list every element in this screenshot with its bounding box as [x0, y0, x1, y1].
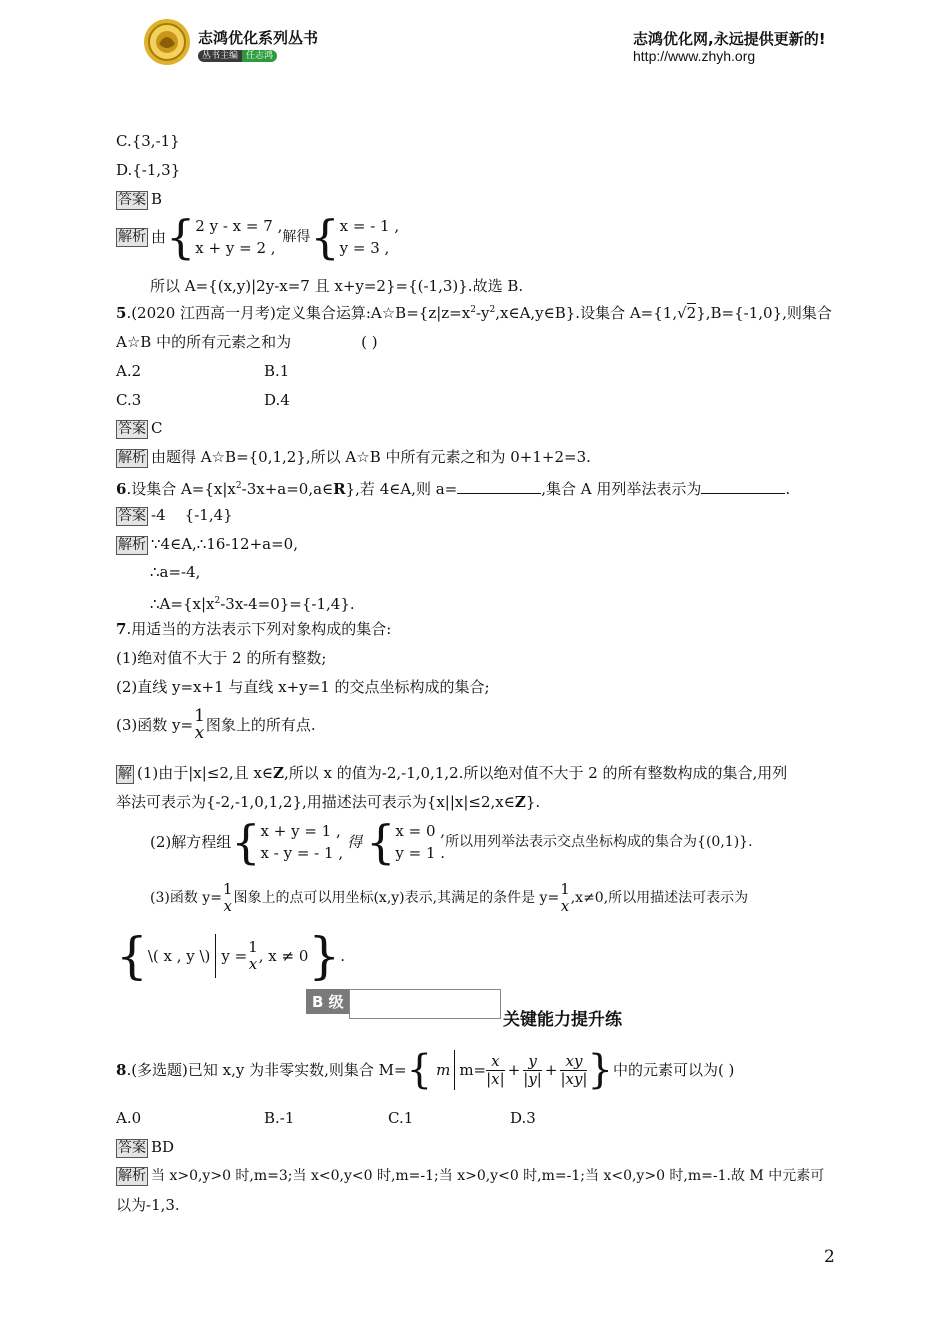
q6-stem-part: -3x+a=0,a∈ [241, 480, 334, 498]
editor-badge [198, 48, 277, 61]
q8-answer-value: BD [151, 1138, 175, 1156]
q4-answer [116, 189, 162, 210]
section-b-box [349, 989, 501, 1019]
fraction [247, 939, 259, 973]
q5-option-d: D.4 [264, 391, 290, 409]
q7-solution-part: 图象上的点可以用坐标(x,y)表示,其满足的条件是 y= [233, 890, 560, 906]
q5-stem-part: ,x∈A,y∈B}.设集合 A={1, [495, 304, 678, 322]
fraction-denominator: x [194, 723, 205, 743]
fraction-denominator: x [560, 897, 570, 915]
q4-analysis-mid: 解得 [282, 229, 311, 245]
editor-name: 任志鸿 [242, 50, 277, 62]
analysis-tag: 解析 [118, 537, 146, 553]
q5-answer-value: C [151, 419, 163, 437]
q5-option-b: B.1 [264, 362, 290, 380]
q8-number: 8 [116, 1061, 127, 1079]
q7-system-2 [395, 820, 445, 864]
section-b-header [306, 989, 350, 1014]
sys-row: x + y = 2 , [195, 239, 276, 257]
q6-analysis-text: ∵4∈A,∴16-12+a=0, [151, 535, 298, 553]
set-condition: y = [221, 947, 248, 965]
q8-stem-part: .(多选题)已知 x,y 为非零实数,则集合 M= [126, 1061, 407, 1079]
q5-stem-part: .(2020 江西高一月考)定义集合运算:A☆B={z|z=x [126, 304, 471, 322]
answer-tag: 答案 [118, 508, 146, 524]
divider-bar-icon [454, 1050, 455, 1090]
q6-stem-part: .设集合 A={x|x [126, 480, 236, 498]
brace-icon: { [231, 815, 261, 869]
brace-icon: { [310, 210, 340, 264]
analysis-tag: 解析 [118, 228, 146, 245]
fraction-denominator: x [223, 897, 232, 915]
q8-stem [116, 1047, 735, 1093]
fraction [559, 881, 571, 915]
q8-analysis-text: 当 x>0,y>0 时,m=3;当 x<0,y<0 时,m=-1;当 x>0,y<0 时,m=-1;当 x<0,y>0 时,m=-1.故 M 中元素可 [151, 1168, 825, 1184]
q7-solution-part: Z [273, 764, 284, 782]
fraction-denominator: |y| [523, 1069, 542, 1088]
q7-part3-text: (3)函数 y= [116, 716, 194, 734]
q6-blank-2[interactable] [701, 479, 785, 494]
q6-analysis-2: ∴a=-4, [150, 563, 201, 581]
q5-paren: ( ) [361, 333, 378, 351]
section-b-title: 关键能力提升练 [503, 1010, 622, 1030]
q8-stem-part: 中的元素可以为( ) [612, 1061, 735, 1079]
editor-label: 丛书主编 [198, 50, 242, 62]
fraction-denominator: |x| [486, 1069, 505, 1088]
q6-stem [116, 476, 790, 499]
q7-solution-part: }. [525, 793, 541, 811]
q5-stem-line2 [116, 332, 378, 352]
sys-row: x = - 1 , [339, 217, 400, 235]
sys-row: y = 3 , [339, 239, 390, 257]
q7-number: 7 [116, 620, 127, 638]
superscript: 2 [489, 305, 496, 315]
q7-system-1 [261, 820, 344, 864]
fraction-numerator: 1 [560, 880, 570, 898]
fraction-numerator: y [523, 1053, 542, 1071]
q5-stem-part: -y [475, 304, 490, 322]
q8-option-a: A.0 [116, 1109, 142, 1127]
fraction-denominator: |xy| [560, 1069, 588, 1088]
sys-row: x + y = 1 , [260, 822, 341, 840]
q4-answer-value: B [151, 190, 163, 208]
q7-part2: (2)直线 y=x+1 与直线 x+y=1 的交点坐标构成的集合; [116, 678, 490, 696]
section-level-badge: B 级 [306, 989, 350, 1014]
set-condition: m= [459, 1061, 487, 1079]
q7-solution-1a [116, 763, 787, 784]
superscript: 2 [470, 305, 476, 315]
q7-solution-part: 所以用列举法表示交点坐标构成的集合为{(0,1)}. [445, 834, 753, 850]
q4-system-2 [340, 215, 399, 259]
analysis-tag: 解析 [118, 450, 146, 466]
series-logo-icon [143, 18, 191, 66]
answer-tag: 答案 [118, 192, 146, 208]
q4-system-1 [195, 215, 282, 259]
fraction [193, 708, 206, 742]
q8-analysis-1 [116, 1166, 824, 1186]
q5-analysis-text: 由题得 A☆B={0,1,2},所以 A☆B 中所有元素之和为 0+1+2=3. [151, 448, 591, 466]
answer-tag: 答案 [118, 421, 146, 437]
q5-number: 5 [116, 304, 127, 322]
q5-stem-part: A☆B 中的所有元素之和为 [116, 333, 292, 351]
fraction-numerator: xy [560, 1053, 587, 1071]
q6-stem-part: . [785, 480, 791, 498]
plus-sign: + [544, 1061, 558, 1079]
q7-solution-3 [150, 881, 748, 915]
q7-stem-text: .用适当的方法表示下列对象构成的集合: [126, 620, 392, 638]
q7-part3-text: 图象上的所有点. [205, 716, 316, 734]
sys-row: x - y = - 1 , [260, 844, 344, 862]
q4-analysis-prefix: 由 [151, 228, 167, 246]
q7-solution-part: 得 [347, 833, 363, 851]
superscript: 2 [235, 481, 242, 491]
q6-blank-1[interactable] [457, 479, 541, 494]
divider-bar-icon [215, 934, 216, 978]
q4-option-c: C.{3,-1} [116, 132, 180, 150]
analysis-tag: 解析 [118, 1168, 146, 1184]
fraction-numerator: 1 [194, 706, 205, 726]
q7-part1: (1)绝对值不大于 2 的所有整数; [116, 649, 327, 667]
q5-option-c: C.3 [116, 391, 142, 409]
brace-icon: { [166, 210, 196, 264]
q6-number: 6 [116, 480, 127, 498]
brace-icon: { [366, 815, 396, 869]
set-end: . [340, 947, 346, 965]
q6-stem-part: ,集合 A 用列举法表示为 [541, 480, 702, 498]
q5-analysis [116, 447, 591, 468]
q7-part3 [116, 708, 316, 742]
q5-answer [116, 418, 162, 439]
q8-option-d: D.3 [510, 1109, 536, 1127]
fraction [486, 1053, 505, 1088]
q7-solution-part: ,所以 x 的值为-2,-1,0,1,2.所以绝对值不大于 2 的所有整数构成的集合,用列 [283, 764, 788, 782]
q6-answer-value: -4 {-1,4} [151, 506, 233, 524]
answer-tag: 答案 [118, 1140, 146, 1156]
q6-stem-part: },若 4∈A,则 a= [345, 480, 458, 498]
fraction-numerator: 1 [222, 880, 233, 898]
q6-analysis-part: -3x-4=0}={-1,4}. [220, 595, 355, 613]
header [0, 0, 950, 80]
q6-analysis-3 [150, 591, 355, 614]
solution-tag: 解 [118, 766, 132, 782]
set-element: m [436, 1061, 451, 1079]
fraction [222, 881, 234, 915]
q4-analysis [116, 210, 400, 264]
q5-stem-part: },B={-1,0},则集合 [696, 304, 832, 322]
left-brace-icon: { [406, 1047, 433, 1093]
q5-option-a: A.2 [116, 362, 142, 380]
q7-solution-part: ,x≠0,所以用描述法可表示为 [570, 890, 749, 906]
sys-row: y = 1 . [395, 844, 446, 862]
fraction [523, 1053, 542, 1088]
q4-conclusion: 所以 A={(x,y)|2y-x=7 且 x+y=2}={(-1,3)}.故选 B. [150, 277, 524, 295]
q6-analysis-1 [116, 534, 298, 555]
q6-stem-part: R [333, 480, 346, 498]
q7-stem [116, 619, 391, 639]
header-slogan: 志鸿优化网,永远提供更新的! [633, 30, 826, 48]
series-title: 志鸿优化系列丛书 [198, 29, 319, 47]
fraction [560, 1053, 587, 1088]
plus-sign: + [507, 1061, 521, 1079]
q6-analysis-part: ∴A={x|x [150, 595, 215, 613]
right-brace-icon: } [308, 927, 341, 985]
q7-set-notation [116, 927, 346, 985]
q8-analysis-2: 以为-1,3. [116, 1196, 180, 1214]
superscript: 2 [214, 596, 221, 606]
q7-solution-1b [116, 792, 540, 812]
page-number: 2 [824, 1247, 835, 1267]
fraction-numerator: x [486, 1053, 505, 1071]
q8-option-c: C.1 [388, 1109, 414, 1127]
q7-solution-part: 举法可表示为{-2,-1,0,1,2},用描述法可表示为{x||x|≤2,x∈ [116, 793, 515, 811]
q4-option-d: D.{-1,3} [116, 161, 181, 179]
sqrt-value: 2 [686, 304, 697, 322]
q7-solution-part: (2)解方程组 [150, 833, 232, 851]
set-condition: , x ≠ 0 [258, 947, 309, 965]
set-element: \( x , y \) [147, 947, 211, 965]
q5-stem-line1 [116, 300, 832, 323]
fraction-numerator: 1 [248, 938, 258, 956]
sqrt-icon: √ [677, 304, 687, 322]
header-url[interactable]: http://www.zhyh.org [633, 48, 756, 64]
sys-row: 2 y - x = 7 , [195, 217, 283, 235]
q6-answer [116, 505, 233, 526]
q7-solution-part: (3)函数 y= [150, 890, 222, 906]
q8-answer [116, 1137, 174, 1158]
q7-solution-part: Z [514, 793, 526, 811]
left-brace-icon: { [116, 927, 148, 985]
sys-row: x = 0 , [395, 822, 446, 840]
q7-solution-2 [150, 815, 753, 869]
q8-option-b: B.-1 [264, 1109, 295, 1127]
q7-solution-part: (1)由于|x|≤2,且 x∈ [137, 764, 274, 782]
right-brace-icon: } [587, 1047, 613, 1093]
fraction-denominator: x [248, 955, 258, 973]
